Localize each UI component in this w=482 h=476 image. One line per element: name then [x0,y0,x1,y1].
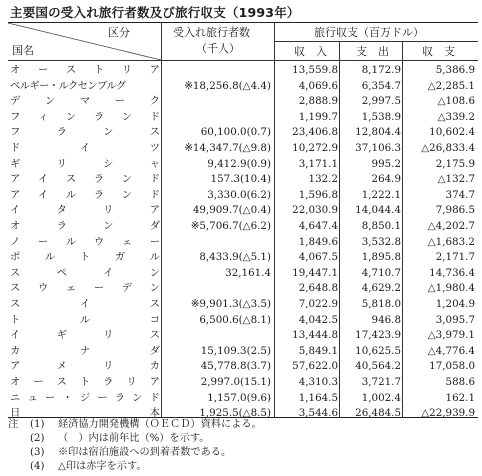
country-name [10,141,160,155]
receipts-cell: 13,559.8 [292,64,338,76]
country-char: マ [79,95,91,108]
country-name [10,297,160,311]
country-name [10,250,160,264]
country-char: ア [149,64,160,76]
country-char: ツ [149,142,160,154]
expenditures-cell: 1,002.4 [361,391,401,404]
expenditures-cell: 12,804.4 [355,126,401,139]
country-char: ド [149,173,160,186]
country-char: ス [149,329,160,342]
note-number: (3) [30,447,45,458]
balance-cell: △339.2 [437,110,475,123]
country-char: リ [126,376,137,388]
header-visitors-unit: （千人） [196,42,240,55]
country-char: ジ [79,391,91,404]
expenditures-cell: 17,423.9 [355,329,401,342]
country-char: コ [149,313,160,326]
balance-cell: △4,776.4 [427,344,475,357]
balance-cell: △108.6 [437,95,475,108]
header-visitors: 受入れ旅行者数 [173,26,250,39]
country-name [10,219,160,233]
country-char: ア [149,204,160,217]
country-char: メ [56,360,67,373]
country-char: イ [10,329,21,342]
country-char: ー [33,376,44,388]
country-char: ス [65,64,77,76]
country-name [10,359,160,373]
header-balance-group: 旅行収支（百万ドル） [314,26,424,39]
table-row [8,328,478,342]
country-char: ー [114,95,126,108]
country-char: ン [65,110,77,123]
receipts-cell: 4,310.3 [298,376,338,388]
country-char: ダ [149,344,160,357]
receipts-cell: 4,069.6 [298,79,338,92]
receipts-cell: 1,596.8 [298,188,338,201]
balance-cell: △26,833.4 [421,142,475,154]
receipts-cell: 2,888.9 [298,95,338,108]
visitors-cell: 1,925.5(△8.5) [199,407,271,420]
table-row [8,94,478,108]
receipts-cell: 3,171.1 [298,157,338,170]
country-char: ー [93,282,105,295]
table-row [8,235,478,249]
country-char: ー [149,235,160,248]
country-char: ル [65,235,77,248]
visitors-cell: 32,161.4 [225,266,271,279]
expenditures-cell: 37,106.3 [355,142,401,154]
country-char: ク [149,95,160,108]
header-country: 国名 [12,44,34,57]
country-name [10,391,160,405]
balance-cell: 1,204.9 [435,298,475,310]
country-char: ス [10,282,21,295]
document-title: 主要国の受入れ旅行者数及び旅行収支（1993年） [10,5,300,20]
country-char: ス [10,298,21,310]
country-char: リ [56,157,67,170]
visitors-cell: 15,109.3(2.5) [200,344,271,357]
country-char: ラ [103,376,114,388]
country-char: シ [103,157,114,170]
country-name [10,203,160,217]
country-char: ン [103,220,114,232]
country-char: ア [10,188,21,201]
country-char: ス [10,266,21,279]
balance-cell: 2,175.9 [435,157,475,170]
expenditures-cell: 10,625.5 [355,344,401,357]
receipts-cell: 23,406.8 [292,126,338,139]
country-name [10,266,160,280]
country-char: ラ [56,126,67,139]
country-name [10,94,160,108]
country-char: ウ [93,235,105,248]
expenditures-cell: 14,044.4 [355,204,401,217]
visitors-cell: 2,997.0(15.1) [200,376,271,388]
expenditures-cell: 8,850.1 [361,220,401,232]
table-row [8,375,478,389]
balance-cell: 588.6 [445,376,475,388]
country-char: フ [10,126,21,139]
country-char: リ [121,64,133,76]
receipts-cell: 5,849.1 [298,344,338,357]
visitors-cell: 1,157.0(9.6) [207,391,271,404]
visitors-cell: 49,909.7(△0.4) [192,204,271,217]
country-name [10,63,160,77]
expenditures-cell: 264.9 [371,173,401,186]
country-char: ・ [62,391,73,404]
country-char: ス [149,298,160,310]
table-row [8,250,478,264]
visitors-cell: 157.3(10.4) [210,173,271,186]
expenditures-cell: 3,721.7 [361,376,401,388]
visitors-cell: 60,100.0(0.7) [200,126,271,139]
table-row [8,79,478,93]
country-char: ュ [27,391,38,404]
country-char: ニ [10,391,21,404]
country-char: デ [121,282,133,295]
table-row [8,157,478,171]
receipts-cell: 7,022.9 [298,298,338,310]
country-name [10,375,160,389]
expenditures-cell: 4,629.2 [361,282,401,295]
country-char: ン [149,282,160,295]
country-char: イ [79,298,91,310]
country-char: ラ [56,220,67,232]
tourism-table [8,22,478,418]
country-char: ル [65,188,77,201]
country-char: ド [149,110,160,123]
expenditures-cell: 1,222.1 [361,188,401,201]
country-name [10,328,160,342]
balance-cell: 374.7 [445,188,475,201]
country-char: デ [10,95,21,108]
table-row [8,219,478,233]
country-char: カ [149,360,160,373]
note-text: ※印は宿泊施設への到着者数である。 [58,447,232,458]
balance-cell: 2,171.7 [435,251,475,264]
note-number: (4) [30,461,45,472]
receipts-cell: 2,648.8 [298,282,338,295]
table-row [8,125,478,139]
balance-cell: 162.1 [445,391,475,404]
receipts-cell: 19,447.1 [292,266,338,279]
expenditures-cell: 6,354.7 [361,79,401,92]
balance-cell: △22,939.9 [421,407,475,420]
country-char: オ [10,376,21,388]
country-name [10,110,160,124]
country-char: リ [103,329,114,342]
country-char: ト [10,313,21,326]
country-char: ェ [65,282,77,295]
header-expenditures: 支 出 [356,45,389,58]
note-label: 注 [8,419,19,430]
country-char: ー [37,235,49,248]
table-row [8,313,478,327]
country-char: ン [149,266,160,279]
country-char: ィ [37,110,49,123]
country-char: ダ [149,220,160,232]
table-row [8,266,478,280]
table-row [8,359,478,373]
country-char: ド [149,188,160,201]
country-char: ャ [149,157,160,170]
visitors-cell: ※5,706.7(△6.2) [190,220,271,232]
receipts-cell: 1,849.6 [298,235,338,248]
country-char: ン [44,95,56,108]
country-char: カ [10,344,21,357]
expenditures-cell: 5,818.0 [361,298,401,310]
country-char: ウ [37,282,49,295]
country-name [10,344,160,358]
visitors-cell: 6,500.6(△8.1) [199,313,271,326]
country-name [10,235,160,249]
table-row [8,172,478,186]
visitors-cell: ※14,347.7(△9.8) [184,142,271,154]
country-char: ル [44,251,56,264]
expenditures-cell: 4,710.7 [361,266,401,279]
table-row [8,391,478,405]
receipts-cell: 4,042.5 [298,313,338,326]
country-char: ペ [56,266,67,279]
country-char: ト [93,64,105,76]
table-row [8,344,478,358]
receipts-cell: 1,199.7 [298,110,338,123]
visitors-cell: 9,412.9(0.9) [207,157,271,170]
country-name [10,281,160,295]
country-char: ア [149,376,160,388]
expenditures-cell: 1,895.8 [361,251,401,264]
receipts-cell: 57,622.0 [292,360,338,373]
receipts-cell: 13,444.8 [292,329,338,342]
country-char: リ [103,360,114,373]
table-row [8,203,478,217]
country-char: フ [10,110,21,123]
note-number: (1) [30,419,45,430]
note-number: (2) [30,433,45,444]
country-char: イ [37,188,49,201]
country-char: ギ [10,157,21,170]
receipts-cell: 10,272.9 [292,142,338,154]
country-char: オ [10,220,21,232]
expenditures-cell: 26,484.5 [355,407,401,420]
balance-cell: 3,095.7 [435,313,475,326]
country-char: ガ [114,251,126,264]
country-char: ト [79,376,91,388]
country-char: ラ [93,110,105,123]
expenditures-cell: 995.2 [371,157,401,170]
country-char: ン [121,188,133,201]
table-row [8,141,478,155]
country-char: イ [103,266,114,279]
country-char: ー [97,391,108,404]
country-char: イ [79,142,91,154]
country-char: リ [103,204,114,217]
country-char: ラ [114,391,126,404]
country-char: ラ [93,188,105,201]
expenditures-cell: 2,997.5 [361,95,401,108]
balance-cell: 17,058.0 [429,360,475,373]
expenditures-cell: 40,564.2 [355,360,401,373]
country-char: イ [10,204,21,217]
header-divider [8,60,478,61]
table-row [8,110,478,124]
country-char: ス [149,126,160,139]
country-char: オ [10,64,21,76]
country-char: イ [37,173,49,186]
country-char: ン [121,173,133,186]
country-name [10,172,160,186]
country-name: ベルギー・ルクセンブルグ [10,79,126,92]
country-char: ン [103,126,114,139]
country-char: 本 [149,407,160,420]
country-char: タ [56,204,67,217]
expenditures-cell: 946.8 [371,313,401,326]
country-char: ア [10,173,21,186]
country-char: ン [132,391,143,404]
country-name [10,188,160,202]
country-char: ノ [10,235,21,248]
balance-cell: △1,980.4 [427,282,475,295]
table-row [8,188,478,202]
balance-cell: △1,683.2 [427,235,475,248]
note-text: △印は赤字を示す。 [58,461,147,472]
country-char: ギ [56,329,67,342]
balance-cell: 10,602.4 [429,126,475,139]
balance-cell: 7,986.5 [435,204,475,217]
visitors-cell: ※9,901.3(△3.5) [190,298,271,310]
table-row [8,297,478,311]
header-subdivider [274,41,478,42]
expenditures-cell: 1,538.9 [361,110,401,123]
visitors-cell: 3,330.0(6.2) [207,188,271,201]
country-char: ド [149,391,160,404]
header-kubun: 区分 [108,26,130,39]
balance-cell: 14,736.4 [429,266,475,279]
visitors-cell: 45,778.8(3.7) [200,360,271,373]
balance-cell: △4,202.7 [427,220,475,232]
receipts-cell: 3,544.6 [298,407,338,420]
country-char: ル [79,313,91,326]
country-char: ー [44,391,56,404]
country-char: ア [10,360,21,373]
country-char: ン [121,110,133,123]
receipts-cell: 22,030.9 [292,204,338,217]
country-name [10,125,160,139]
expenditures-cell: 8,172.9 [361,64,401,76]
header-receipts: 収 入 [294,45,327,58]
country-char: ラ [93,173,105,186]
country-char: ト [79,251,91,264]
balance-cell: △132.7 [437,173,475,186]
balance-cell: △2,285.1 [427,79,475,92]
table-row [8,281,478,295]
country-char: ス [56,376,67,388]
receipts-cell: 4,067.5 [298,251,338,264]
country-char: ナ [79,344,91,357]
receipts-cell: 132.2 [308,173,338,186]
balance-cell: △3,979.1 [427,329,475,342]
country-char: ル [149,251,160,264]
note-text: （ ）内は前年比（%）を示す。 [58,433,210,444]
visitors-cell: ※18,256.8(△4.4) [184,79,271,92]
country-char: ェ [121,235,133,248]
country-name [10,157,160,171]
receipts-cell: 4,647.4 [298,220,338,232]
country-char: ス [65,173,77,186]
balance-cell: 5,386.9 [435,64,475,76]
header-balance: 収 支 [422,45,455,58]
receipts-cell: 1,164.5 [298,391,338,404]
country-char: ド [10,142,21,154]
note-text: 経済協力開発機構（ＯＥＣＤ）資料による。 [58,419,262,430]
visitors-cell: 8,433.9(△5.1) [199,251,271,264]
country-char: 日 [10,407,21,420]
country-char: ポ [10,251,21,264]
expenditures-cell: 3,532.8 [361,235,401,248]
country-name [10,313,160,327]
country-char: ー [37,64,49,76]
table-row [8,63,478,77]
